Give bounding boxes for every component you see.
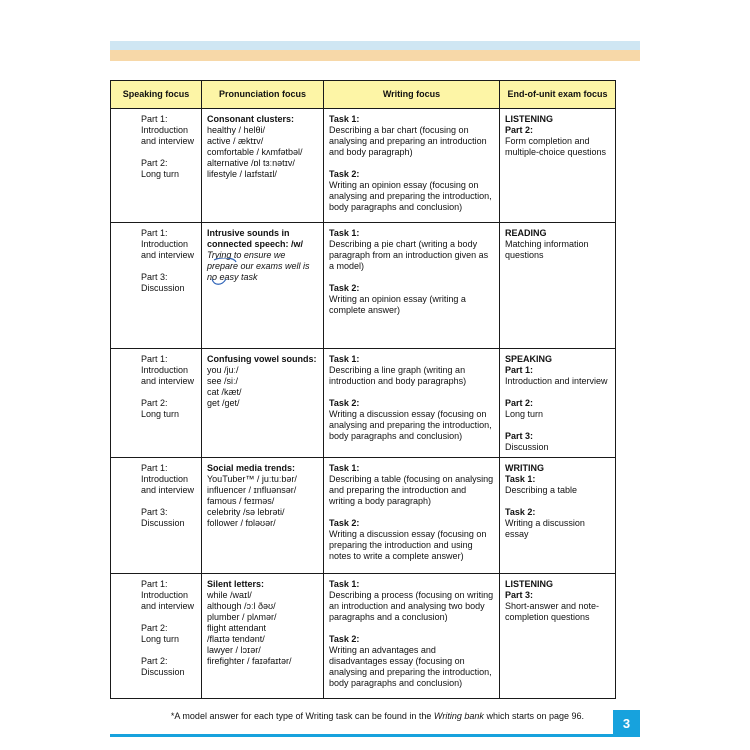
speaking-part-text: and interview	[141, 601, 195, 611]
exam-part-label: Part 1:	[505, 365, 534, 375]
pronunciation-item: celebrity /sə lebrəti/	[207, 507, 285, 517]
spacer	[505, 420, 610, 431]
writing-task-label: Task 1:	[329, 354, 360, 364]
exam-cell	[500, 574, 616, 699]
exam-content	[500, 458, 615, 544]
linking-arc-icon	[210, 258, 240, 288]
spacer	[141, 147, 196, 158]
pronunciation-title: Intrusive sounds in	[207, 228, 290, 238]
writing-cell	[324, 223, 500, 349]
speaking-part-text: Introduction	[141, 365, 189, 375]
pronunciation-item: cat /kæt/	[207, 387, 242, 397]
table-row	[111, 109, 616, 223]
page-footer-rule	[110, 734, 640, 737]
writing-task-label: Task 2:	[329, 283, 360, 293]
exam-part-label: Task 1:	[505, 474, 536, 484]
spacer	[141, 612, 196, 623]
speaking-part-label: Part 1:	[141, 114, 168, 124]
speaking-part-text: Long turn	[141, 169, 180, 179]
spacer	[329, 272, 494, 283]
pronunciation-item: famous / feɪməs/	[207, 496, 275, 506]
pronunciation-title: Consonant clusters:	[207, 114, 295, 124]
exam-part-label: Part 3:	[505, 431, 534, 441]
page-number-tab	[613, 710, 640, 736]
writing-task-label: Task 1:	[329, 463, 360, 473]
speaking-cell	[111, 458, 202, 574]
speaking-part-text: Long turn	[141, 409, 180, 419]
table-header-row	[111, 81, 616, 109]
speaking-content	[111, 109, 201, 184]
speaking-part-text: Long turn	[141, 634, 180, 644]
writing-content	[324, 109, 499, 217]
pronunciation-item: you /juː/	[207, 365, 239, 375]
speaking-part-text: Introduction	[141, 125, 189, 135]
pronunciation-item: while /waɪl/	[207, 590, 252, 600]
spacer	[329, 387, 494, 398]
linking-arc-upper	[214, 258, 236, 262]
pronunciation-cell	[202, 349, 324, 458]
writing-cell	[324, 574, 500, 699]
pronunciation-example: no easy task	[207, 272, 258, 282]
pronunciation-item: flight attendant	[207, 623, 267, 633]
writing-task-label: Task 2:	[329, 518, 360, 528]
writing-task-text: Writing an opinion essay (focusing on analysing and preparing the introduction, body paragraphs and conclusion)	[329, 180, 492, 212]
speaking-part-label: Part 2:	[141, 623, 168, 633]
pronunciation-item: see /siː/	[207, 376, 239, 386]
speaking-part-label: Part 3:	[141, 272, 168, 282]
pronunciation-item: YouTuber™ / juːtuːbər/	[207, 474, 297, 484]
pronunciation-item: influencer / ɪnfluənsər/	[207, 485, 297, 495]
speaking-part-text: Discussion	[141, 667, 185, 677]
spacer	[505, 496, 610, 507]
pronunciation-example: prepare our exams well is	[207, 261, 310, 271]
writing-cell	[324, 109, 500, 223]
exam-content	[500, 109, 615, 162]
writing-content	[324, 458, 499, 566]
speaking-part-label: Part 2:	[141, 158, 168, 168]
writing-task-text: Describing a bar chart (focusing on analysing and preparing an introduction and body paragraph)	[329, 125, 487, 157]
speaking-part-text: Introduction	[141, 239, 189, 249]
writing-task-label: Task 1:	[329, 114, 360, 124]
spacer	[141, 496, 196, 507]
pronunciation-title: connected speech: /w/	[207, 239, 304, 249]
writing-task-label: Task 1:	[329, 579, 360, 589]
exam-paper-title: WRITING	[505, 463, 544, 473]
exam-part-label: Part 2:	[505, 125, 534, 135]
speaking-cell	[111, 349, 202, 458]
exam-content	[500, 574, 615, 627]
exam-part-text: Writing a discussion essay	[505, 518, 585, 539]
spacer	[329, 623, 494, 634]
speaking-part-text: and interview	[141, 136, 195, 146]
header-band-orange	[110, 50, 640, 61]
writing-task-text: Describing a table (focusing on analysing and preparing the introduction and writing a body paragraph)	[329, 474, 494, 506]
pronunciation-content	[202, 349, 323, 413]
pronunciation-item: healthy / helθi/	[207, 125, 266, 135]
writing-task-text: Describing a process (focusing on writing an introduction and analysing two body paragraphs and a conclusion)	[329, 590, 494, 622]
spacer	[141, 387, 196, 398]
exam-content	[500, 349, 615, 457]
footnote	[110, 711, 584, 721]
speaking-content	[111, 574, 201, 682]
page-number: 3	[622, 715, 631, 731]
writing-task-label: Task 2:	[329, 169, 360, 179]
writing-content	[324, 574, 499, 693]
exam-paper-title: READING	[505, 228, 547, 238]
spacer	[141, 261, 196, 272]
pronunciation-title: Silent letters:	[207, 579, 265, 589]
speaking-part-text: Discussion	[141, 283, 185, 293]
header-exam-focus: End-of-unit exam focus	[500, 81, 616, 109]
speaking-part-label: Part 2:	[141, 656, 168, 666]
table-row	[111, 349, 616, 458]
writing-content	[324, 223, 499, 320]
writing-task-text: Writing a discussion essay (focusing on preparing the introduction and using notes to write a complete answer)	[329, 529, 487, 561]
header-pronunciation-focus: Pronunciation focus	[202, 81, 324, 109]
exam-cell	[500, 349, 616, 458]
speaking-part-label: Part 1:	[141, 463, 168, 473]
header-band-blue	[110, 41, 640, 50]
speaking-cell	[111, 223, 202, 349]
speaking-part-label: Part 1:	[141, 354, 168, 364]
exam-part-text: Introduction and interview	[505, 376, 608, 386]
unit-focus-table	[110, 80, 616, 699]
exam-cell	[500, 458, 616, 574]
exam-cell	[500, 109, 616, 223]
pronunciation-item: firefighter / faɪəfaɪtər/	[207, 656, 292, 666]
exam-part-text: Long turn	[505, 409, 544, 419]
pronunciation-item: alternative /ɒl tɜːnətɪv/	[207, 158, 295, 168]
pronunciation-example: Trying to ensure we	[207, 250, 286, 260]
table-row	[111, 458, 616, 574]
spacer	[329, 507, 494, 518]
pronunciation-content	[202, 458, 323, 533]
footnote-writing-bank: Writing bank	[433, 711, 484, 721]
spacer	[141, 645, 196, 656]
speaking-part-text: Introduction	[141, 474, 189, 484]
pronunciation-title: Confusing vowel sounds:	[207, 354, 317, 364]
spacer	[329, 158, 494, 169]
pronunciation-item: lawyer / lɔɪər/	[207, 645, 261, 655]
writing-task-text: Describing a line graph (writing an introduction and body paragraphs)	[329, 365, 467, 386]
speaking-content	[111, 458, 201, 533]
speaking-part-text: Discussion	[141, 518, 185, 528]
exam-paper-title: LISTENING	[505, 114, 554, 124]
pronunciation-item: /flaɪtə tendənt/	[207, 634, 265, 644]
pronunciation-item: get /get/	[207, 398, 240, 408]
writing-task-text: Writing an opinion essay (writing a complete answer)	[329, 294, 466, 315]
exam-part-label: Task 2:	[505, 507, 536, 517]
writing-task-text: Describing a pie chart (writing a body paragraph from an introduction given as a model)	[329, 239, 489, 271]
exam-part-label: Part 2:	[505, 398, 534, 408]
writing-task-label: Task 2:	[329, 634, 360, 644]
linking-arc-lower	[212, 279, 226, 284]
pronunciation-item: lifestyle / laɪfstaɪl/	[207, 169, 277, 179]
speaking-part-text: and interview	[141, 376, 195, 386]
pronunciation-item: comfortable / kʌmfətbəl/	[207, 147, 303, 157]
exam-paper-title: SPEAKING	[505, 354, 553, 364]
pronunciation-title: Social media trends:	[207, 463, 296, 473]
writing-task-text: Writing a discussion essay (focusing on analysing and preparing the introduction, body paragraphs and conclusion)	[329, 409, 492, 441]
spacer	[505, 387, 610, 398]
table-row	[111, 223, 616, 349]
speaking-content	[111, 349, 201, 424]
exam-part-label: Part 3:	[505, 590, 534, 600]
header-writing-focus: Writing focus	[324, 81, 500, 109]
pronunciation-item: follower / fɒləʊər/	[207, 518, 276, 528]
writing-content	[324, 349, 499, 446]
table-body	[111, 109, 616, 699]
speaking-part-text: and interview	[141, 485, 195, 495]
pronunciation-content	[202, 574, 323, 671]
exam-part-text: Short-answer and note-completion questions	[505, 601, 600, 622]
speaking-part-text: Introduction	[141, 590, 189, 600]
writing-task-label: Task 1:	[329, 228, 360, 238]
exam-part-text: Discussion	[505, 442, 549, 452]
writing-task-label: Task 2:	[329, 398, 360, 408]
speaking-content	[111, 223, 201, 298]
writing-cell	[324, 458, 500, 574]
exam-part-text: Describing a table	[505, 485, 578, 495]
pronunciation-item: although /ɔːl ðəʊ/	[207, 601, 276, 611]
speaking-part-text: and interview	[141, 250, 195, 260]
speaking-cell	[111, 574, 202, 699]
exam-content	[500, 223, 615, 265]
pronunciation-cell	[202, 109, 324, 223]
writing-task-text: Writing an advantages and disadvantages essay (focusing on analysing and preparing the introduction, body paragraphs and conclusion)	[329, 645, 492, 688]
writing-cell	[324, 349, 500, 458]
speaking-part-label: Part 1:	[141, 228, 168, 238]
pronunciation-item: plumber / plʌmər/	[207, 612, 277, 622]
pronunciation-cell	[202, 574, 324, 699]
pronunciation-content	[202, 109, 323, 184]
speaking-part-label: Part 1:	[141, 579, 168, 589]
exam-cell	[500, 223, 616, 349]
footnote-text-end: which starts on page 96.	[483, 711, 584, 721]
footnote-text: *A model answer for each type of Writing task can be found in the	[170, 711, 434, 721]
speaking-cell	[111, 109, 202, 223]
header-speaking-focus: Speaking focus	[111, 81, 202, 109]
exam-paper-title: LISTENING	[505, 579, 554, 589]
pronunciation-cell	[202, 458, 324, 574]
speaking-part-label: Part 2:	[141, 398, 168, 408]
exam-part-text: Form completion and multiple-choice questions	[505, 136, 607, 157]
table-row	[111, 574, 616, 699]
exam-part-text: Matching information questions	[505, 239, 589, 260]
speaking-part-label: Part 3:	[141, 507, 168, 517]
pronunciation-item: active / æktɪv/	[207, 136, 264, 146]
